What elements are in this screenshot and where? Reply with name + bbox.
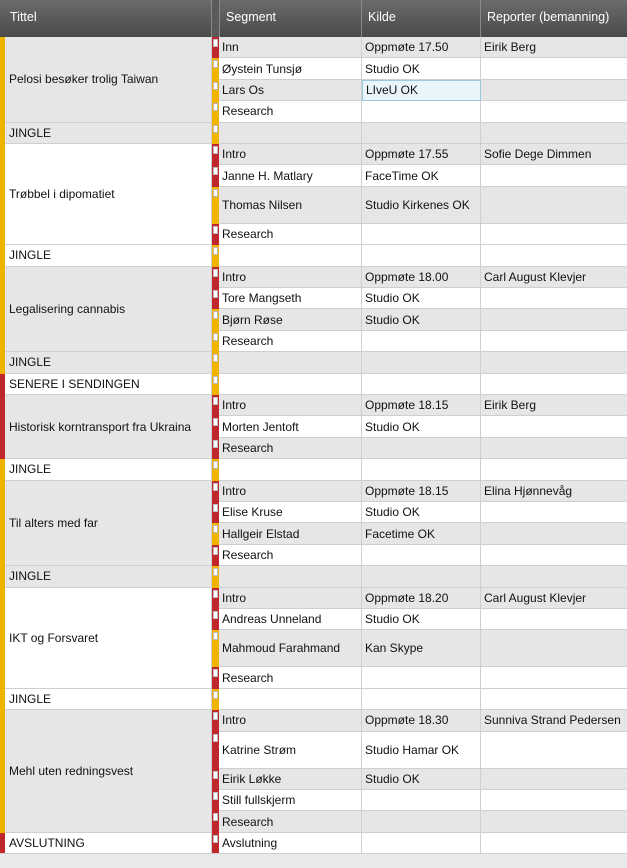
kilde-cell[interactable]: Studio Hamar OK: [362, 732, 481, 769]
reporter-cell[interactable]: [481, 732, 627, 769]
segment-row[interactable]: [212, 769, 627, 790]
kilde-cell[interactable]: Oppmøte 18.00: [362, 267, 481, 288]
row-status-marker[interactable]: [212, 790, 219, 811]
segment-row[interactable]: [212, 710, 627, 731]
row-handle-icon[interactable]: [213, 669, 218, 677]
row-status-marker[interactable]: [212, 165, 219, 186]
row-handle-icon[interactable]: [213, 189, 218, 197]
kilde-cell[interactable]: Oppmøte 17.55: [362, 144, 481, 165]
segment-row[interactable]: [212, 288, 627, 309]
reporter-cell[interactable]: [481, 811, 627, 832]
segment-cell[interactable]: Mahmoud Farahmand: [219, 630, 362, 667]
story-block: [0, 144, 627, 245]
segment-cell[interactable]: Andreas Unneland: [219, 609, 362, 630]
reporter-cell[interactable]: [481, 245, 627, 266]
segment-row[interactable]: [212, 224, 627, 245]
segment-row[interactable]: [212, 566, 627, 587]
kilde-cell[interactable]: Studio OK: [362, 609, 481, 630]
row-handle-icon[interactable]: [213, 226, 218, 234]
story-block: [0, 566, 627, 587]
row-status-marker[interactable]: [212, 811, 219, 832]
row-handle-icon[interactable]: [213, 125, 218, 133]
row-status-marker[interactable]: [212, 545, 219, 566]
segment-row[interactable]: [212, 811, 627, 832]
kilde-cell[interactable]: Facetime OK: [362, 523, 481, 544]
reporter-cell[interactable]: [481, 352, 627, 373]
segment-row[interactable]: [212, 732, 627, 769]
story-title[interactable]: Historisk korntransport fra Ukraina: [5, 395, 212, 459]
row-handle-icon[interactable]: [213, 269, 218, 277]
segment-cell[interactable]: Intro: [219, 267, 362, 288]
column-header-reporter[interactable]: Reporter (bemanning): [487, 10, 610, 24]
story-title[interactable]: AVSLUTNING: [5, 833, 212, 854]
row-status-marker[interactable]: [212, 144, 219, 165]
story-title[interactable]: JINGLE: [5, 459, 212, 480]
reporter-cell[interactable]: [481, 165, 627, 186]
reporter-cell[interactable]: [481, 101, 627, 122]
segment-row[interactable]: [212, 416, 627, 437]
row-status-marker[interactable]: [212, 438, 219, 459]
kilde-cell[interactable]: Kan Skype: [362, 630, 481, 667]
story-title[interactable]: Trøbbel i dipomatiet: [5, 144, 212, 245]
kilde-cell[interactable]: LIveU OK: [362, 80, 481, 101]
segment-row[interactable]: [212, 187, 627, 224]
row-status-marker[interactable]: [212, 588, 219, 609]
reporter-cell[interactable]: [481, 58, 627, 79]
reporter-cell[interactable]: Eirik Berg: [481, 395, 627, 416]
kilde-cell[interactable]: FaceTime OK: [362, 165, 481, 186]
story-block: [0, 459, 627, 480]
segment-row[interactable]: [212, 395, 627, 416]
segment-cell[interactable]: [219, 123, 362, 144]
row-handle-icon[interactable]: [213, 483, 218, 491]
segment-row[interactable]: [212, 309, 627, 330]
story-title[interactable]: SENERE I SENDINGEN: [5, 374, 212, 395]
segment-row[interactable]: [212, 101, 627, 122]
kilde-cell[interactable]: Studio OK: [362, 309, 481, 330]
table-header: [0, 0, 627, 37]
row-status-marker[interactable]: [212, 288, 219, 309]
story-title[interactable]: JINGLE: [5, 566, 212, 587]
story-block: [0, 481, 627, 567]
reporter-cell[interactable]: Sunniva Strand Pedersen: [481, 710, 627, 731]
row-handle-icon[interactable]: [213, 590, 218, 598]
segment-cell[interactable]: Research: [219, 224, 362, 245]
reporter-cell[interactable]: [481, 502, 627, 523]
row-status-marker[interactable]: [212, 459, 219, 480]
row-handle-icon[interactable]: [213, 691, 218, 699]
reporter-cell[interactable]: [481, 689, 627, 710]
story-title[interactable]: JINGLE: [5, 245, 212, 266]
row-status-marker[interactable]: [212, 481, 219, 502]
kilde-cell[interactable]: Studio OK: [362, 58, 481, 79]
row-status-marker[interactable]: [212, 331, 219, 352]
row-status-marker[interactable]: [212, 689, 219, 710]
kilde-cell[interactable]: [362, 811, 481, 832]
row-status-marker[interactable]: [212, 374, 219, 395]
segment-cell[interactable]: [219, 374, 362, 395]
kilde-cell[interactable]: [362, 545, 481, 566]
story-block: [0, 123, 627, 144]
row-status-marker[interactable]: [212, 37, 219, 58]
row-status-marker[interactable]: [212, 630, 219, 667]
story-title[interactable]: Mehl uten redningsvest: [5, 710, 212, 833]
segment-row[interactable]: [212, 331, 627, 352]
row-handle-icon[interactable]: [213, 290, 218, 298]
story-block: [0, 374, 627, 395]
row-status-marker[interactable]: [212, 352, 219, 373]
row-status-marker[interactable]: [212, 187, 219, 224]
row-status-marker[interactable]: [212, 309, 219, 330]
row-status-marker[interactable]: [212, 566, 219, 587]
segment-cell[interactable]: Eirik Løkke: [219, 769, 362, 790]
reporter-cell[interactable]: [481, 667, 627, 688]
row-status-marker[interactable]: [212, 123, 219, 144]
row-handle-icon[interactable]: [213, 397, 218, 405]
segment-cell[interactable]: Intro: [219, 395, 362, 416]
segment-cell[interactable]: Still fullskjerm: [219, 790, 362, 811]
segment-cell[interactable]: Øystein Tunsjø: [219, 58, 362, 79]
kilde-cell[interactable]: [362, 667, 481, 688]
row-handle-icon[interactable]: [213, 167, 218, 175]
row-handle-icon[interactable]: [213, 440, 218, 448]
segment-row[interactable]: [212, 790, 627, 811]
segment-cell[interactable]: Inn: [219, 37, 362, 58]
reporter-cell[interactable]: Elina Hjønnevåg: [481, 481, 627, 502]
segment-row[interactable]: [212, 630, 627, 667]
row-handle-icon[interactable]: [213, 146, 218, 154]
kilde-cell[interactable]: [362, 352, 481, 373]
story-title[interactable]: IKT og Forsvaret: [5, 588, 212, 689]
kilde-cell[interactable]: Oppmøte 18.15: [362, 395, 481, 416]
segment-row[interactable]: [212, 588, 627, 609]
story-block: [0, 37, 627, 123]
segment-cell[interactable]: [219, 459, 362, 480]
reporter-cell[interactable]: [481, 331, 627, 352]
kilde-cell[interactable]: [362, 790, 481, 811]
segment-cell[interactable]: Research: [219, 667, 362, 688]
segment-cell[interactable]: Intro: [219, 588, 362, 609]
row-handle-icon[interactable]: [213, 568, 218, 576]
row-handle-icon[interactable]: [213, 461, 218, 469]
row-handle-icon[interactable]: [213, 247, 218, 255]
segment-row[interactable]: [212, 459, 627, 480]
story-title[interactable]: JINGLE: [5, 123, 212, 144]
row-status-marker[interactable]: [212, 224, 219, 245]
row-status-marker[interactable]: [212, 769, 219, 790]
row-status-marker[interactable]: [212, 833, 219, 854]
segment-cell[interactable]: Hallgeir Elstad: [219, 523, 362, 544]
row-handle-icon[interactable]: [213, 39, 218, 47]
reporter-cell[interactable]: [481, 790, 627, 811]
story-block: [0, 588, 627, 689]
row-handle-icon[interactable]: [213, 835, 218, 843]
segment-cell[interactable]: Research: [219, 438, 362, 459]
reporter-cell[interactable]: [481, 309, 627, 330]
row-handle-icon[interactable]: [213, 771, 218, 779]
reporter-cell[interactable]: [481, 438, 627, 459]
row-handle-icon[interactable]: [213, 103, 218, 111]
segment-cell[interactable]: Intro: [219, 710, 362, 731]
row-status-marker[interactable]: [212, 58, 219, 79]
kilde-cell[interactable]: Oppmøte 18.15: [362, 481, 481, 502]
kilde-cell[interactable]: [362, 833, 481, 854]
column-header-segment[interactable]: Segment: [219, 0, 362, 37]
segment-cell[interactable]: Morten Jentoft: [219, 416, 362, 437]
row-handle-icon[interactable]: [213, 813, 218, 821]
segment-row[interactable]: [212, 545, 627, 566]
row-handle-icon[interactable]: [213, 333, 218, 341]
row-handle-icon[interactable]: [213, 60, 218, 68]
segment-row[interactable]: [212, 667, 627, 688]
story-block: [0, 267, 627, 353]
kilde-cell[interactable]: [362, 331, 481, 352]
column-header-tittel[interactable]: Tittel: [0, 0, 212, 37]
reporter-cell[interactable]: [481, 374, 627, 395]
kilde-cell[interactable]: Studio OK: [362, 502, 481, 523]
row-status-marker[interactable]: [212, 732, 219, 769]
reporter-cell[interactable]: Carl August Klevjer: [481, 588, 627, 609]
segment-cell[interactable]: Research: [219, 811, 362, 832]
row-handle-icon[interactable]: [213, 734, 218, 742]
reporter-cell[interactable]: [481, 187, 627, 224]
segment-cell[interactable]: Tore Mangseth: [219, 288, 362, 309]
row-handle-icon[interactable]: [213, 632, 218, 640]
row-status-marker[interactable]: [212, 395, 219, 416]
story-block: [0, 352, 627, 373]
segment-cell[interactable]: [219, 245, 362, 266]
row-handle-icon[interactable]: [213, 311, 218, 319]
row-status-marker[interactable]: [212, 267, 219, 288]
reporter-cell[interactable]: [481, 566, 627, 587]
reporter-cell[interactable]: Carl August Klevjer: [481, 267, 627, 288]
kilde-cell[interactable]: [362, 224, 481, 245]
segment-row[interactable]: [212, 37, 627, 58]
kilde-cell[interactable]: [362, 438, 481, 459]
row-status-marker[interactable]: [212, 609, 219, 630]
reporter-cell[interactable]: [481, 609, 627, 630]
segment-row[interactable]: [212, 438, 627, 459]
reporter-cell[interactable]: [481, 80, 627, 101]
kilde-cell[interactable]: [362, 566, 481, 587]
segment-cell[interactable]: Research: [219, 331, 362, 352]
segment-row[interactable]: [212, 502, 627, 523]
reporter-cell[interactable]: Sofie Dege Dimmen: [481, 144, 627, 165]
row-handle-icon[interactable]: [213, 525, 218, 533]
reporter-cell[interactable]: [481, 769, 627, 790]
kilde-cell[interactable]: Studio OK: [362, 769, 481, 790]
kilde-cell[interactable]: [362, 459, 481, 480]
reporter-cell[interactable]: [481, 123, 627, 144]
segment-cell[interactable]: [219, 566, 362, 587]
segment-cell[interactable]: Intro: [219, 481, 362, 502]
row-handle-icon[interactable]: [213, 376, 218, 384]
segment-cell[interactable]: Research: [219, 545, 362, 566]
kilde-cell[interactable]: [362, 123, 481, 144]
segment-cell[interactable]: Bjørn Røse: [219, 309, 362, 330]
segment-row[interactable]: [212, 165, 627, 186]
header-marker-strip: [212, 0, 219, 37]
segment-cell[interactable]: [219, 689, 362, 710]
reporter-cell[interactable]: [481, 459, 627, 480]
segment-row[interactable]: [212, 609, 627, 630]
row-status-marker[interactable]: [212, 523, 219, 544]
row-status-marker[interactable]: [212, 502, 219, 523]
kilde-cell[interactable]: Oppmøte 17.50: [362, 37, 481, 58]
kilde-cell[interactable]: [362, 689, 481, 710]
kilde-cell[interactable]: Studio OK: [362, 416, 481, 437]
segment-row[interactable]: [212, 689, 627, 710]
segment-cell[interactable]: Thomas Nilsen: [219, 187, 362, 224]
reporter-cell[interactable]: [481, 224, 627, 245]
row-handle-icon[interactable]: [213, 611, 218, 619]
story-block: [0, 395, 627, 459]
horizontal-scrollbar[interactable]: [0, 853, 627, 868]
reporter-cell[interactable]: [481, 416, 627, 437]
row-handle-icon[interactable]: [213, 712, 218, 720]
segment-cell[interactable]: Avslutning: [219, 833, 362, 854]
segment-cell[interactable]: Intro: [219, 144, 362, 165]
reporter-cell[interactable]: [481, 288, 627, 309]
segment-row[interactable]: [212, 245, 627, 266]
row-handle-icon[interactable]: [213, 792, 218, 800]
segment-row[interactable]: [212, 80, 627, 101]
segment-row[interactable]: [212, 523, 627, 544]
reporter-cell[interactable]: [481, 630, 627, 667]
segment-row[interactable]: [212, 144, 627, 165]
segment-cell[interactable]: Lars Os: [219, 80, 362, 101]
story-block: [0, 710, 627, 833]
reporter-cell[interactable]: Eirik Berg: [481, 37, 627, 58]
kilde-cell[interactable]: Oppmøte 18.20: [362, 588, 481, 609]
segment-cell[interactable]: Elise Kruse: [219, 502, 362, 523]
column-header-kilde[interactable]: Kilde: [362, 0, 481, 37]
segment-row[interactable]: [212, 58, 627, 79]
row-handle-icon[interactable]: [213, 418, 218, 426]
row-handle-icon[interactable]: [213, 82, 218, 90]
story-block: [0, 833, 627, 854]
kilde-cell[interactable]: Studio OK: [362, 288, 481, 309]
row-status-marker[interactable]: [212, 667, 219, 688]
story-block: [0, 245, 627, 266]
segment-cell[interactable]: Katrine Strøm: [219, 732, 362, 769]
row-handle-icon[interactable]: [213, 354, 218, 362]
row-status-marker[interactable]: [212, 416, 219, 437]
story-block: [0, 689, 627, 710]
story-title[interactable]: JINGLE: [5, 352, 212, 373]
story-title[interactable]: Til alters med far: [5, 481, 212, 567]
segment-cell[interactable]: [219, 352, 362, 373]
segment-row[interactable]: [212, 833, 627, 854]
row-status-marker[interactable]: [212, 80, 219, 101]
reporter-cell[interactable]: [481, 833, 627, 854]
segment-cell[interactable]: Janne H. Matlary: [219, 165, 362, 186]
story-title[interactable]: JINGLE: [5, 689, 212, 710]
row-status-marker[interactable]: [212, 245, 219, 266]
segment-row[interactable]: [212, 352, 627, 373]
reporter-cell[interactable]: [481, 545, 627, 566]
kilde-cell[interactable]: [362, 245, 481, 266]
segment-row[interactable]: [212, 374, 627, 395]
segment-row[interactable]: [212, 267, 627, 288]
row-status-marker[interactable]: [212, 101, 219, 122]
segment-row[interactable]: [212, 123, 627, 144]
story-title[interactable]: Pelosi besøker trolig Taiwan: [5, 37, 212, 123]
kilde-cell[interactable]: Studio Kirkenes OK: [362, 187, 481, 224]
kilde-cell[interactable]: [362, 101, 481, 122]
kilde-cell[interactable]: [362, 374, 481, 395]
reporter-cell[interactable]: [481, 523, 627, 544]
row-status-marker[interactable]: [212, 710, 219, 731]
kilde-cell[interactable]: Oppmøte 18.30: [362, 710, 481, 731]
row-handle-icon[interactable]: [213, 547, 218, 555]
story-title[interactable]: Legalisering cannabis: [5, 267, 212, 353]
row-handle-icon[interactable]: [213, 504, 218, 512]
segment-row[interactable]: [212, 481, 627, 502]
segment-cell[interactable]: Research: [219, 101, 362, 122]
